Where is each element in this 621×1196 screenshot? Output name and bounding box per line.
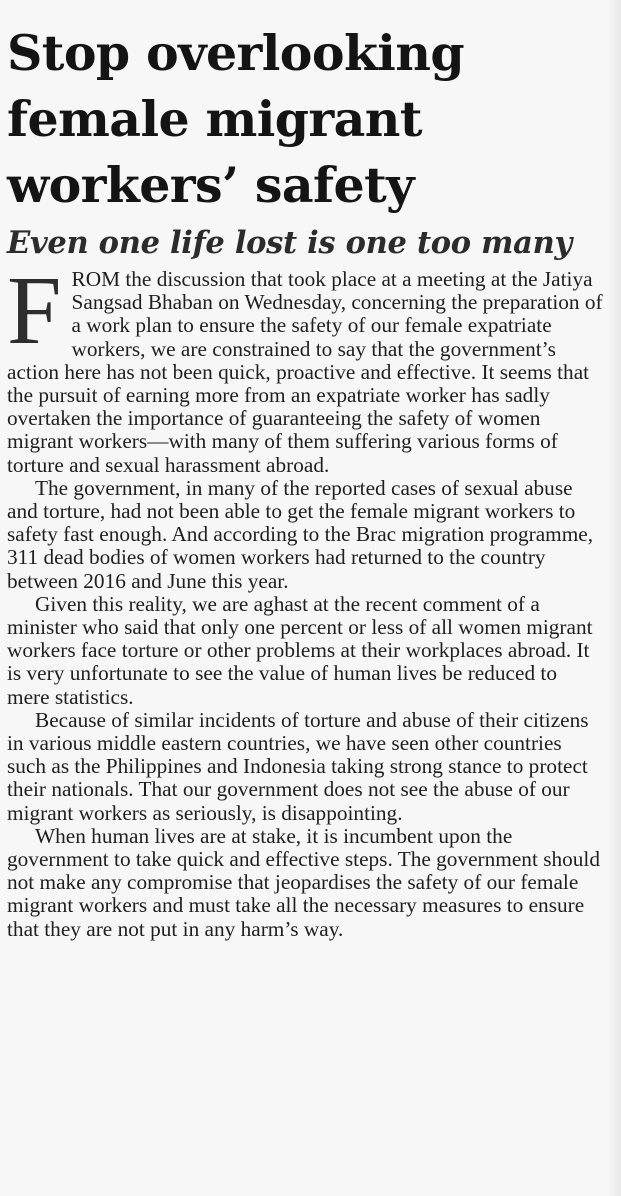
paragraph-1-text: ROM the discussion that took place at a meeting at the Jatiya Sangsad Bhaban on Wednesday, concerning the preparation of a work plan to ensure the safety of our female expatriate workers, we are constrained to say that the government’s action here has not been quick, proactive and effective. It seems that the pursuit of earning more from an expatriate worker has sadly overtaken the importance of guaranteeing the safety of women migrant workers—with many of them suffering various forms of torture and sexual harassment abroad. — [7, 267, 603, 477]
drop-cap: F — [7, 257, 62, 365]
headline: Stop overlooking female migrant workers’ safety — [7, 24, 465, 214]
article-body — [7, 257, 603, 941]
paragraph-2: The government, in many of the reported cases of sexual abuse and torture, had not been able to get the female migrant workers to safety fast enough. And according to the Brac migration programme, 311 dead bodies of women workers had returned to the country between 2016 and June this year. — [7, 475, 594, 593]
paragraph-5: When human lives are at stake, it is incumbent upon the government to take quick and effective steps. The government should not make any compromise that jeopardises the safety of our female migrant workers and must take all the necessary measures to ensure that they are not put in any harm’s way. — [7, 823, 600, 941]
paragraph-1 — [7, 257, 603, 477]
editorial-article — [7, 20, 603, 941]
paragraph-3: Given this reality, we are aghast at the recent comment of a minister who said that only one percent or less of all women migrant workers face torture or other problems at their workplaces abroad. It is very unfortunate to see the value of human lives be reduced to mere statistics. — [7, 591, 593, 709]
paragraph-4: Because of similar incidents of torture and abuse of their citizens in various middle eastern countries, we have seen other countries such as the Philippines and Indonesia taking strong stance to protect their nationals. That our government does not see the abuse of our migrant workers as seriously, is disappointing. — [7, 707, 589, 825]
subheadline: Even one life lost is one too many — [7, 225, 572, 261]
page-edge-shadow — [607, 0, 621, 1196]
